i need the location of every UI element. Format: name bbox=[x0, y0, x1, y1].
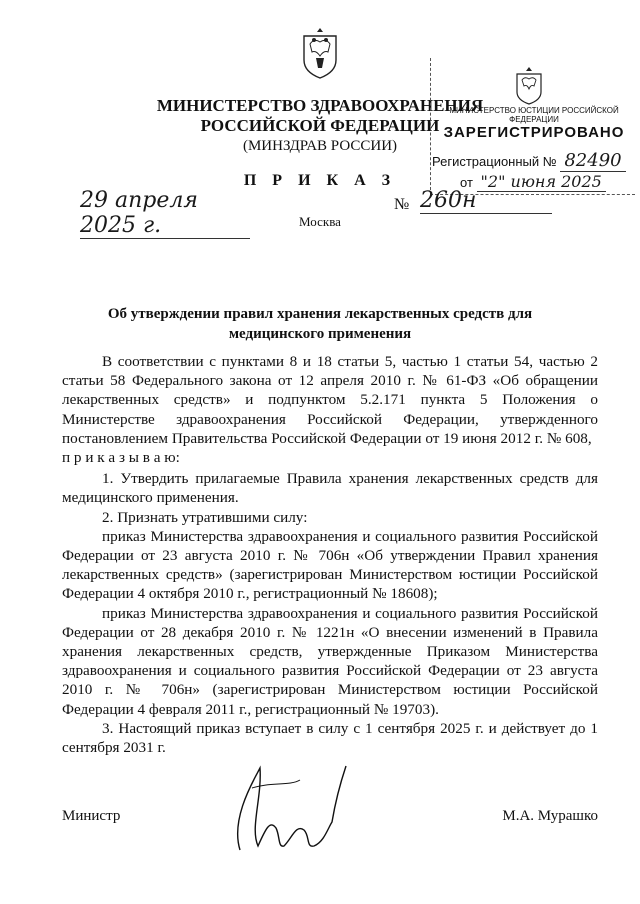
order-city: Москва bbox=[299, 214, 341, 229]
signer-name: М.А. Мурашко bbox=[502, 808, 598, 824]
order-number: 260н bbox=[420, 188, 552, 214]
command-paragraph: п р и к а з ы в а ю: bbox=[62, 449, 180, 467]
preamble-paragraph: В соответствии с пунктами 8 и 18 статьи 5, частью 1 статьи 54, частью 2 статьи 58 Федерального закона от 12 апреля 2010 г. № 61-ФЗ «Об обращении лекарственных средств» и подпунктом 5.2.171 пункта 5 Положения о Министерстве здравоохранения Российской Федерации, утвержденного постановлением Правительства Российской Федерации от 19 июня 2012 г. № 608, bbox=[62, 353, 598, 447]
document-title: Об утверждении правил хранения лекарственных средств для медицинского применения bbox=[107, 306, 533, 342]
order-number-label: № bbox=[394, 196, 410, 213]
ministry-line1: МИНИСТЕРСТВО ЗДРАВООХРАНЕНИЯ bbox=[156, 96, 484, 115]
document-type: П Р И К А З bbox=[243, 172, 397, 189]
ministry-short-name: (МИНЗДРАВ РОССИИ) bbox=[242, 138, 398, 154]
signer-role: Министр bbox=[62, 808, 121, 824]
coat-of-arms-icon bbox=[298, 26, 342, 80]
stamp-reg-number-line bbox=[432, 150, 626, 171]
order-date: 29 апреля 2025 г. bbox=[80, 188, 250, 239]
document-body bbox=[62, 352, 598, 757]
ministry-line2: РОССИЙСКОЙ ФЕДЕРАЦИИ bbox=[200, 116, 440, 135]
stamp-registered: ЗАРЕГИСТРИРОВАНО bbox=[443, 124, 625, 141]
stamp-date-prefix: от bbox=[460, 175, 473, 190]
stamp-organization: МИНИСТЕРСТВО ЮСТИЦИИ РОССИЙСКОЙ ФЕДЕРАЦИИ bbox=[449, 106, 619, 124]
handwritten-signature bbox=[200, 758, 370, 858]
stamp-reg-label: Регистрационный № bbox=[432, 154, 557, 169]
item-3-paragraph: 3. Настоящий приказ вступает в силу с 1 сентября 2025 г. и действует до 1 сентября 2031 г. bbox=[62, 719, 598, 757]
stamp-reg-number: 82490 bbox=[560, 150, 625, 172]
item-2-paragraph: 2. Признать утратившими силу: bbox=[102, 508, 308, 526]
item-1-paragraph: 1. Утвердить прилагаемые Правила хранения лекарственных средств для медицинского применения. bbox=[62, 470, 598, 507]
stamp-date: "2" июня 2025 bbox=[477, 172, 606, 192]
stamp-emblem-icon bbox=[512, 66, 546, 106]
item-2b-paragraph: приказ Министерства здравоохранения и социального развития Российской Федерации от 28 декабря 2010 г. № 1221н «О внесении изменений в Правила хранения лекарственных средств, утвержденные Приказом Министерства здравоохранения и социального развития Российской Федерации от 23 августа 2010 г. № 706н» (зарегистрирован Министерством юстиции Российской Федерации 4 февраля 2011 г., регистрационный № 19703). bbox=[62, 604, 598, 718]
item-2a-paragraph: приказ Министерства здравоохранения и социального развития Российской Федерации от 23 августа 2010 г. № 706н «Об утверждении Правил хранения лекарственных средств» (зарегистрирован Министерством юстиции Российской Федерации 4 октября 2010 г., регистрационный № 18608); bbox=[62, 527, 598, 603]
